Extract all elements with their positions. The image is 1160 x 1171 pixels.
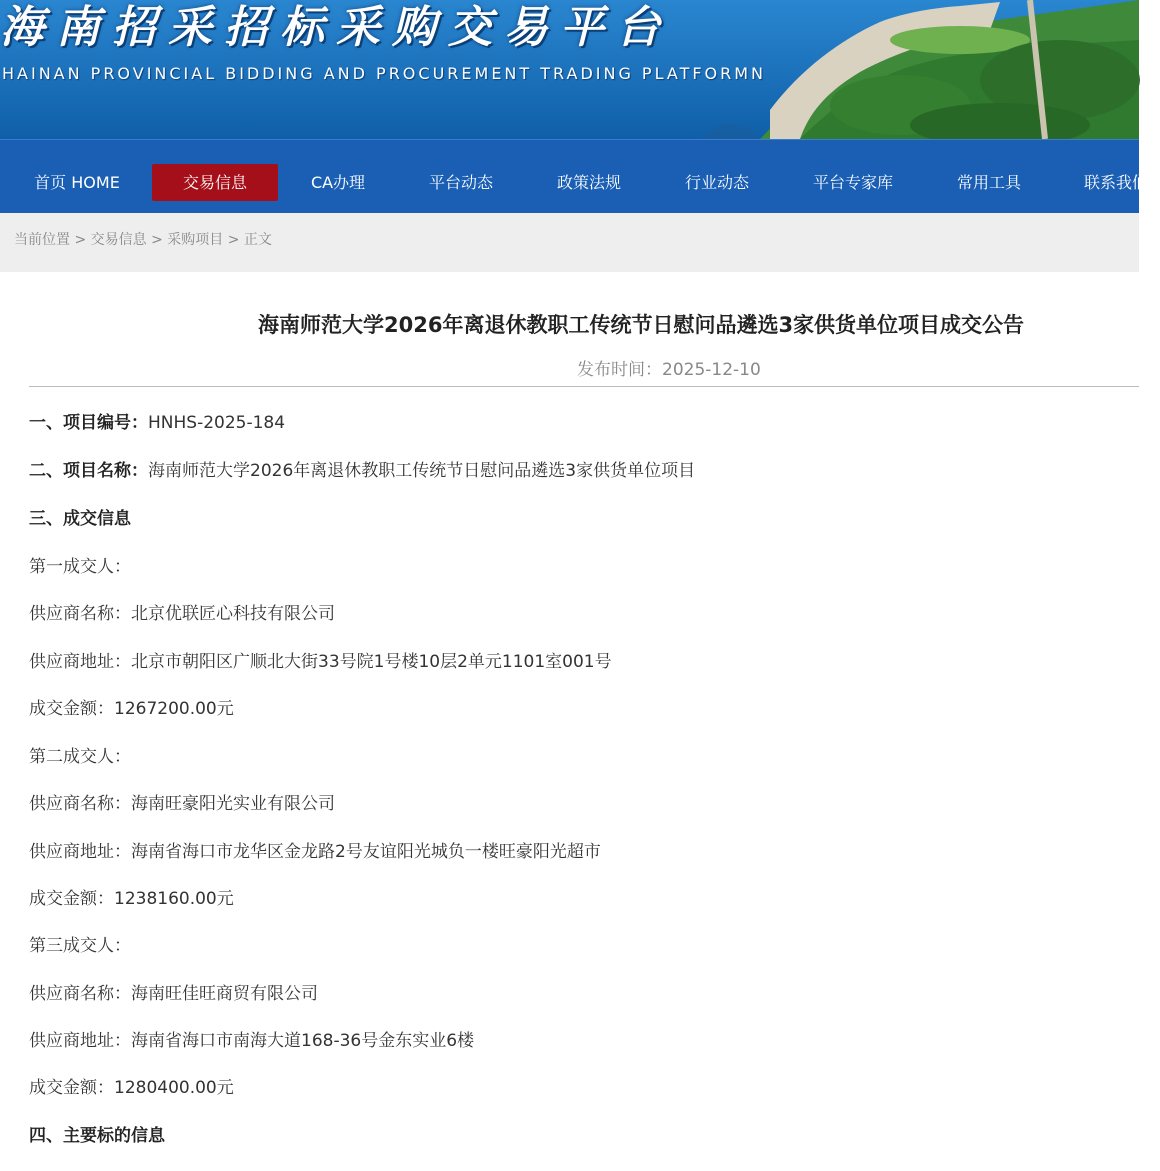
deal-amount-label: 成交金额： [29,699,114,719]
deal-info-heading [29,507,131,531]
nav-item-ca[interactable]: CA办理 [310,173,366,192]
supplier-name: 海南旺佳旺商贸有限公司 [131,984,318,1004]
breadcrumb-body: 正文 [243,232,272,248]
nav-item-home[interactable]: 首页 HOME [34,173,120,192]
breadcrumb-procurement[interactable]: 采购项目 [167,232,224,248]
deal-amount: 1267200.00元 [114,699,234,719]
publish-time [577,358,761,382]
winner-2-address-row [29,840,601,864]
nav-item-industry-news[interactable]: 行业动态 [684,173,749,192]
breadcrumb [14,229,272,249]
supplier-name: 北京优联匠心科技有限公司 [131,604,335,624]
nav-item-contact[interactable]: 联系我们 [1084,173,1149,192]
deal-info-heading-text: 三、成交信息 [29,509,131,529]
deal-amount-label: 成交金额： [29,1078,114,1098]
breadcrumb-trading-info[interactable]: 交易信息 [90,232,147,248]
project-number-row [29,411,285,435]
publish-date: 2025-12-10 [662,360,761,380]
breadcrumb-separator: > [227,232,244,248]
winner-1-amount-row [29,697,234,721]
supplier-address-label: 供应商地址： [29,1031,131,1051]
article-title: 海南师范大学2026年离退休教职工传统节日慰问品遴选3家供货单位项目成交公告 [258,313,1025,337]
breadcrumb-bar [0,213,1139,272]
winner-3-amount-row [29,1076,234,1100]
winner-1-address-row [29,650,612,674]
winner-2-name-row [29,792,335,816]
supplier-name-label: 供应商名称： [29,604,131,624]
header-banner [0,0,1139,139]
deal-amount: 1280400.00元 [114,1078,234,1098]
nav-item-trading-info[interactable]: 交易信息 [152,164,278,201]
project-name-value: 海南师范大学2026年离退休教职工传统节日慰问品遴选3家供货单位项目 [148,461,696,481]
winner-3-heading: 第三成交人： [29,936,131,956]
supplier-address-label: 供应商地址： [29,842,131,862]
supplier-address: 海南省海口市南海大道168-36号金东实业6楼 [131,1031,475,1051]
deal-amount: 1238160.00元 [114,889,234,909]
main-subject-heading-text: 四、主要标的信息 [29,1126,165,1146]
project-name-label: 二、项目名称： [29,461,148,481]
title-divider [29,386,1139,387]
nav-item-expert-library[interactable]: 平台专家库 [812,173,893,192]
breadcrumb-separator: > [74,232,91,248]
supplier-address: 海南省海口市龙华区金龙路2号友谊阳光城负一楼旺豪阳光超市 [131,842,601,862]
nav-item-tools[interactable]: 常用工具 [956,173,1021,192]
supplier-name-label: 供应商名称： [29,794,131,814]
winner-2-heading: 第二成交人： [29,747,131,767]
breadcrumb-separator: > [151,232,168,248]
main-subject-heading [29,1124,165,1148]
winner-3-address-row [29,1029,474,1053]
project-number-value: HNHS-2025-184 [148,413,286,433]
platform-title: 海南招采招标采购交易平台 [0,2,672,53]
supplier-address: 北京市朝阳区广顺北大街33号院1号楼10层2单元1101室001号 [131,652,612,672]
deal-amount-label: 成交金额： [29,889,114,909]
winner-3-name-row [29,982,318,1006]
main-navigation [0,139,1149,213]
supplier-address-label: 供应商地址： [29,652,131,672]
supplier-name-label: 供应商名称： [29,984,131,1004]
winner-1-heading: 第一成交人： [29,557,131,577]
project-number-label: 一、项目编号： [29,413,148,433]
project-name-row [29,459,695,483]
supplier-name: 海南旺豪阳光实业有限公司 [131,794,335,814]
publish-time-label: 发布时间： [577,360,662,380]
platform-subtitle: HAINAN PROVINCIAL BIDDING AND PROCUREMENT TRADING PLATFORMN [2,64,767,83]
nav-item-policies[interactable]: 政策法规 [556,173,621,192]
winner-1-name-row [29,602,335,626]
breadcrumb-current-position: 当前位置 [14,232,70,248]
winner-2-amount-row [29,887,234,911]
nav-item-platform-news[interactable]: 平台动态 [428,173,493,192]
